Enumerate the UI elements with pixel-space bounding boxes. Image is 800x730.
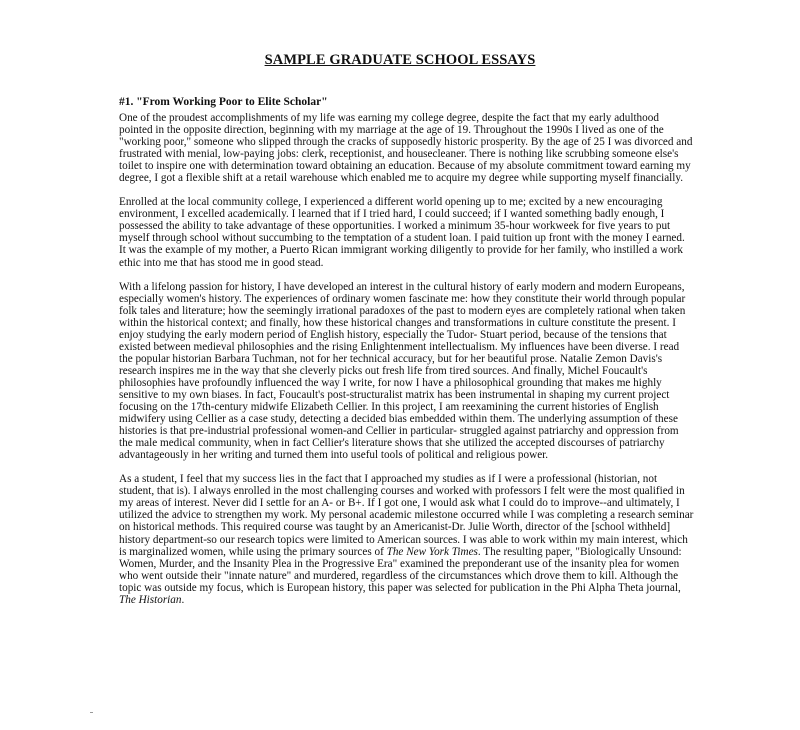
text-line: student, that is). I always enrolled in the most challenging courses and worked with professors I felt were the most qualified in	[119, 485, 685, 498]
text-line: research inspires me in the way that she cleverly picks out fresh life from tired sources. And finally, Michel Foucault's	[119, 364, 648, 377]
paragraph	[119, 112, 699, 184]
text-line: possessed the ability to take advantage of these opportunities. I worked a minimum 35-hour workweek for five years to put	[119, 220, 671, 233]
text-line: Enrolled at the local community college, I experienced a different world opening up to me; excited by a new encouraging	[119, 196, 663, 209]
text-line	[119, 594, 699, 606]
text-line: One of the proudest accomplishments of my life was earning my college degree, despite the fact that my early adulthood	[119, 112, 659, 124]
text-run: . The resulting paper, "Biologically Unsound:	[477, 545, 682, 558]
text-line: With a lifelong passion for history, I have developed an interest in the cultural history of early modern and modern Europeans,	[119, 280, 685, 293]
text-line: especially women's history. The experiences of ordinary women fascinate me: how they constitute their world through popular	[119, 292, 686, 305]
publication-title: The New York Times	[386, 545, 478, 558]
text-line: As a student, I feel that my success lies in the fact that I approached my studies as if I were a professional (historian, not	[119, 473, 658, 486]
paragraph	[119, 473, 699, 606]
text-line: existed between medieval philosophies and the rising Enlightenment intellectualism. My influences have been diverse. I read	[119, 340, 680, 353]
text-line: myself through school without succumbing to the temptation of a student loan. I paid tuition up front with the money I earned.	[119, 232, 685, 245]
text-line: within the historical context; and finally, how these historical changes and transformations in culture constitute the present. I	[119, 316, 676, 329]
text-line: midwifery using Cellier as a case study, detecting a decided bias embedded within them. The underlying assumption of these	[119, 413, 678, 426]
text-line: frustrated with menial, low-paying jobs: clerk, receptionist, and housecleaner. There is nothing like scrubbing someone else's	[119, 148, 679, 161]
text-line: ethic into me that has stood me in good stead.	[119, 256, 324, 269]
text-line: Women, Murder, and the Insanity Plea in the Progressive Era" examined the preponderant use of the insanity plea for women	[119, 557, 680, 570]
text-line: enjoy studying the early modern period of English history, especially the Tudor- Stuart period, because of the tensions that	[119, 328, 667, 341]
text-line: topic was outside my focus, which is European history, this paper was selected for publication in the Phi Alpha Theta journal,	[119, 581, 681, 594]
text-line: utilized the advice to strengthen my work. My personal academic milestone occurred while I was completing a research seminar	[119, 509, 694, 522]
text-run: is marginalized women, while using the primary sources of	[119, 545, 387, 558]
paragraph	[119, 196, 699, 268]
text-line: pointed in the opposite direction, beginning with my marriage at the age of 19. Throughout the 1990s I lived as one of the	[119, 124, 664, 137]
paragraph	[119, 281, 699, 462]
text-line: advantageously in her writing and turned them into useful tools of political and religious power.	[119, 449, 549, 462]
text-line: folk tales and literature; how the seemingly irrational paradoxes of the past to modern eyes are completely rational when taken	[119, 304, 686, 317]
document-title: SAMPLE GRADUATE SCHOOL ESSAYS	[264, 52, 536, 68]
text-line: histories is that pre-industrial professional women-and Cellier in particular- struggled against patriarchy and oppression from	[119, 425, 679, 438]
text-line: on historical methods. This required course was taught by an Americanist-Dr. Julie Worth, director of the [school withheld]	[119, 521, 671, 534]
text-run: .	[181, 593, 185, 606]
text-line: my areas of interest. Never did I settle for an A- or B+. If I got one, I would ask what I could do to improve--and ultimately, I	[119, 497, 680, 510]
text-line: environment, I excelled academically. I learned that if I tried hard, I could succeed; if I wanted something badly enough, I	[119, 208, 665, 221]
journal-title: The Historian	[119, 593, 182, 606]
text-line: degree, I got a flexible shift at a retail warehouse which enabled me to acquire my degree while supporting myself financially.	[119, 172, 684, 185]
text-line	[119, 546, 699, 558]
essay-body	[119, 112, 699, 618]
text-line: It was the example of my mother, a Puerto Rican immigrant working diligently to provide for her family, who instilled a work	[119, 244, 683, 257]
text-line: "working poor," someone who slipped through the cracks of supposedly historic prosperity. By the age of 25 I was divorced and	[119, 136, 693, 149]
text-line: the male medical community, when in fact Cellier's literature shows that she utilized the accepted discourses of patriarchy	[119, 437, 665, 450]
essay-heading: #1. "From Working Poor to Elite Scholar"	[119, 96, 328, 108]
text-line: sensitive to my own biases. In fact, Foucault's post-structuralist matrix has been instrumental in shaping my current project	[119, 388, 670, 401]
text-line: philosophies have profoundly influenced the way I write, for now I have a philosophical grounding that makes me highly	[119, 376, 662, 389]
text-line: who went outside their "innate nature" and murdered, regardless of the circumstances which drove them to kill. Although the	[119, 569, 679, 582]
page-footer-mark	[90, 712, 93, 713]
text-line: toilet to inspire one with determination toward obtaining an education. Because of my absolute commitment toward earning my	[119, 160, 691, 173]
text-line: focusing on the 17th-century midwife Elizabeth Cellier. In this project, I am reexamining the current histories of English	[119, 401, 659, 414]
text-line: the popular historian Barbara Tuchman, not for her technical accuracy, but for her beautiful prose. Natalie Zemon Davis's	[119, 352, 663, 365]
text-line: history department-so our research topics were limited to American sources. I was able to work within my main interest, which	[119, 533, 688, 546]
